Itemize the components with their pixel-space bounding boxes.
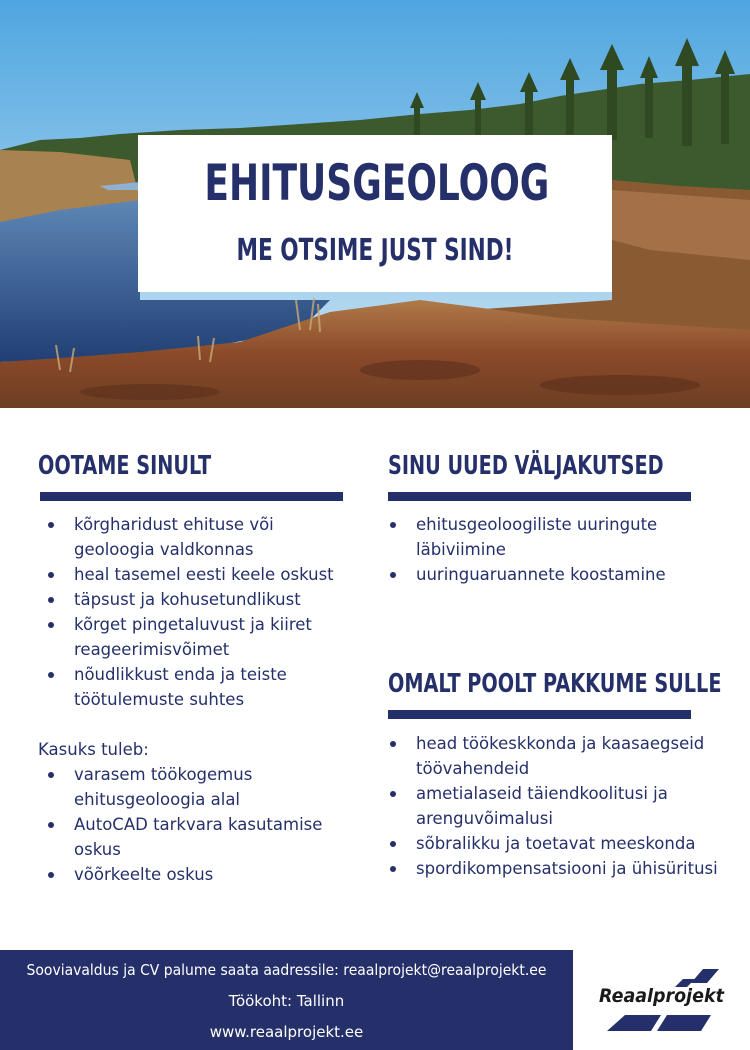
- list-item: uuringuaruannete koostamine: [380, 562, 710, 587]
- page-subtitle: ME OTSIME JUST SIND!: [236, 233, 514, 268]
- page-title: EHITUSGEOLOOG: [204, 154, 550, 212]
- bonus-label: Kasuks tuleb:: [38, 740, 149, 759]
- heading-ootame-sinult: OOTAME SINULT: [38, 451, 212, 481]
- list-item: võõrkeelte oskus: [38, 862, 358, 887]
- footer-contact: [0, 950, 573, 1050]
- list-item: täpsust ja kohusetundlikust: [38, 587, 358, 612]
- list-item: sõbralikku ja toetavat meeskonda: [380, 831, 725, 856]
- challenges-list: [380, 512, 710, 587]
- divider-right-top: [388, 492, 691, 501]
- list-item: heal tasemel eesti keele oskust: [38, 562, 358, 587]
- list-item: spordikompensatsiooni ja ühisüritusi: [380, 856, 725, 881]
- list-item: AutoCAD tarkvara kasutamise oskus: [38, 812, 358, 862]
- divider-right-bottom: [388, 710, 691, 719]
- footer-application-email[interactable]: Sooviavaldus ja CV palume saata aadressile: reaalprojekt@reaalprojekt.ee: [26, 961, 547, 979]
- reaalprojekt-logo: [595, 965, 730, 1035]
- heading-sinu-uued-valjakutsed: SINU UUED VÄLJAKUTSED: [388, 451, 664, 481]
- divider-left: [40, 492, 343, 501]
- heading-omalt-poolt-pakkume: OMALT POOLT PAKKUME SULLE: [388, 669, 722, 699]
- bonus-list: [38, 762, 358, 887]
- list-item: kõrget pingetaluvust ja kiiret reageerimisvõimet: [38, 612, 358, 662]
- logo-text: Reaalprojekt: [599, 985, 725, 1007]
- footer-website-link[interactable]: www.reaalprojekt.ee: [209, 1023, 364, 1041]
- list-item: kõrgharidust ehituse või geoloogia valdkonnas: [38, 512, 358, 562]
- hero-image: [0, 0, 750, 408]
- list-item: ehitusgeoloogiliste uuringute läbiviimine: [380, 512, 710, 562]
- list-item: ametialaseid täiendkoolitusi ja arenguvõimalusi: [380, 781, 725, 831]
- requirements-list: [38, 512, 358, 712]
- list-item: nõudlikkust enda ja teiste töötulemuste suhtes: [38, 662, 358, 712]
- offers-list: [380, 731, 725, 881]
- list-item: head töökeskkonda ja kaasaegseid töövahendeid: [380, 731, 725, 781]
- list-item: varasem töökogemus ehitusgeoloogia alal: [38, 762, 358, 812]
- footer-workplace: Töökoht: Tallinn: [228, 992, 345, 1010]
- title-box: [138, 135, 612, 292]
